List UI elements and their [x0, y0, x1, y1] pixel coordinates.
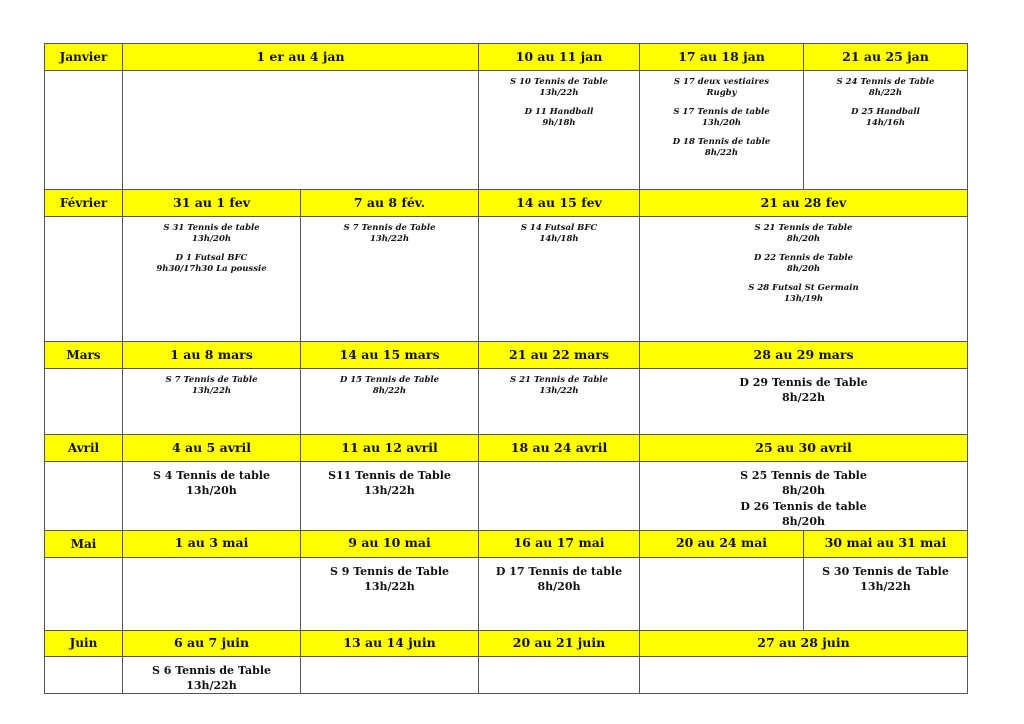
week-header: 13 au 14 juin	[301, 630, 479, 656]
event-hours: 9h/18h	[542, 118, 576, 129]
event-entry	[123, 223, 300, 245]
event-cell	[640, 656, 968, 694]
week-header: 31 au 1 fev	[123, 190, 301, 217]
week-header: 1 er au 4 jan	[123, 44, 479, 71]
event-cell	[479, 71, 640, 190]
event-hours: 13h/22h	[369, 234, 410, 245]
events-row	[45, 369, 968, 435]
week-header: 1 au 8 mars	[123, 342, 301, 369]
event-entry	[804, 107, 967, 129]
event-entry	[640, 283, 967, 305]
week-header: 11 au 12 avril	[301, 435, 479, 462]
event-title: S 6 Tennis de Table	[151, 663, 272, 677]
event-entry	[479, 223, 639, 245]
event-title: D 1 Futsal BFC	[175, 253, 248, 264]
event-hours: 13h/22h	[539, 88, 579, 99]
event-cell	[301, 217, 479, 342]
event-cell	[479, 462, 640, 531]
event-entry	[301, 468, 478, 499]
event-hours: 14h/16h	[865, 118, 906, 129]
week-header: 1 au 3 mai	[123, 530, 301, 557]
event-cell	[301, 656, 479, 694]
event-cell	[123, 217, 301, 342]
event-hours: 9h30/17h30 La poussie	[156, 264, 267, 275]
week-header: 27 au 28 juin	[640, 630, 968, 656]
event-title: D 22 Tennis de Table	[753, 253, 854, 264]
event-hours: 14h/18h	[539, 234, 579, 245]
month-header-row	[45, 190, 968, 217]
events-row	[45, 71, 968, 190]
month-empty-cell	[45, 656, 123, 694]
event-entry	[123, 468, 300, 499]
event-hours: 13h/20h	[191, 234, 232, 245]
event-cell	[301, 462, 479, 531]
event-title: S 14 Futsal BFC	[520, 223, 598, 233]
event-entry	[640, 137, 803, 159]
event-title: S 25 Tennis de Table	[740, 469, 867, 482]
event-title: D 11 Handball	[524, 107, 594, 118]
event-hours: Rugby	[706, 88, 737, 99]
event-cell	[479, 217, 640, 342]
event-title: D 15 Tennis de Table	[339, 375, 440, 385]
event-entry	[804, 564, 967, 595]
week-header: 20 au 24 mai	[640, 530, 804, 557]
event-entry	[479, 77, 639, 99]
month-label: Février	[45, 190, 123, 217]
event-hours: 13h/22h	[186, 678, 237, 692]
events-row	[45, 656, 968, 694]
event-title: D 26 Tennis de table	[740, 499, 867, 513]
week-header: 21 au 28 fev	[640, 190, 968, 217]
event-title: S 7 Tennis de Table	[165, 375, 258, 385]
event-title: S 17 Tennis de table	[673, 107, 770, 118]
event-hours: 8h/20h	[782, 515, 825, 529]
event-entry	[301, 375, 478, 397]
week-header: 30 mai au 31 mai	[804, 530, 968, 557]
event-hours: 8h/22h	[372, 386, 407, 397]
event-hours: 8h/22h	[704, 148, 739, 159]
event-cell	[301, 369, 479, 435]
month-header-row	[45, 630, 968, 656]
event-hours: 13h/22h	[364, 484, 415, 498]
event-hours: 13h/22h	[860, 579, 911, 593]
month-label: Juin	[45, 630, 123, 656]
week-header: 20 au 21 juin	[479, 630, 640, 656]
event-cell	[640, 71, 804, 190]
event-cell	[804, 71, 968, 190]
event-title: S 17 deux vestiaires	[673, 77, 770, 87]
week-header: 14 au 15 mars	[301, 342, 479, 369]
week-header: 14 au 15 fev	[479, 190, 640, 217]
event-cell	[479, 369, 640, 435]
week-header: 21 au 22 mars	[479, 342, 640, 369]
event-title: S 30 Tennis de Table	[822, 564, 949, 578]
month-empty-cell	[45, 462, 123, 531]
month-label: Mars	[45, 342, 123, 369]
event-hours: 8h/22h	[782, 391, 825, 405]
month-empty-cell	[45, 217, 123, 342]
event-hours: 13h/22h	[364, 579, 415, 593]
month-empty-cell	[45, 557, 123, 630]
week-header: 18 au 24 avril	[479, 435, 640, 462]
week-header: 17 au 18 jan	[640, 44, 804, 71]
month-empty-cell	[45, 369, 123, 435]
month-header-row	[45, 44, 968, 71]
week-header: 6 au 7 juin	[123, 630, 301, 656]
event-title: D 18 Tennis de table	[672, 137, 771, 148]
event-entry	[123, 253, 300, 275]
event-hours: 13h/19h	[783, 294, 824, 305]
event-entry	[479, 107, 639, 129]
week-header: 25 au 30 avril	[640, 435, 968, 462]
week-header: 9 au 10 mai	[301, 530, 479, 557]
event-hours: 8h/20h	[537, 579, 581, 593]
event-hours: 8h/20h	[786, 234, 821, 245]
month-header-row	[45, 435, 968, 462]
event-cell	[123, 557, 301, 630]
event-title: D 17 Tennis de table	[495, 564, 623, 578]
month-label: Avril	[45, 435, 123, 462]
week-header: 16 au 17 mai	[479, 530, 640, 557]
month-empty-cell	[45, 71, 123, 190]
event-entry	[640, 77, 803, 99]
event-hours: 8h/22h	[868, 88, 903, 99]
event-cell	[123, 462, 301, 531]
week-header: 10 au 11 jan	[479, 44, 640, 71]
event-cell	[123, 369, 301, 435]
event-cell	[479, 557, 640, 630]
event-title: S 7 Tennis de Table	[343, 223, 436, 233]
event-title: S 24 Tennis de Table	[836, 77, 935, 87]
event-title: D 25 Handball	[851, 107, 920, 118]
event-title: S 31 Tennis de table	[163, 223, 260, 233]
event-entry	[640, 223, 967, 245]
event-entry	[301, 223, 478, 245]
event-cell	[123, 656, 301, 694]
event-title: S 28 Futsal St Germain	[748, 283, 859, 294]
event-hours: 13h/22h	[191, 386, 232, 397]
event-entry	[479, 375, 639, 397]
event-hours: 8h/20h	[786, 264, 821, 275]
event-cell	[301, 557, 479, 630]
event-cell	[640, 462, 968, 531]
event-title: S11 Tennis de Table	[328, 469, 451, 482]
event-entry	[640, 107, 803, 129]
event-hours: 13h/20h	[186, 484, 237, 498]
event-cell	[479, 656, 640, 694]
event-cell	[640, 369, 968, 435]
event-cell	[640, 557, 804, 630]
month-header-row	[45, 342, 968, 369]
month-label: Mai	[45, 530, 123, 557]
month-label: Janvier	[45, 44, 123, 71]
event-title: D 29 Tennis de Table	[739, 376, 868, 389]
week-header: 7 au 8 fév.	[301, 190, 479, 217]
week-header: 4 au 5 avril	[123, 435, 301, 462]
event-title: S 10 Tennis de Table	[510, 77, 608, 87]
week-header: 21 au 25 jan	[804, 44, 968, 71]
event-entry	[479, 564, 639, 595]
events-row	[45, 557, 968, 630]
event-entry	[123, 375, 300, 397]
event-entry	[640, 468, 967, 499]
event-hours: 13h/20h	[701, 118, 742, 129]
event-title: S 4 Tennis de table	[153, 469, 270, 482]
event-entry	[640, 499, 967, 530]
event-entry	[640, 253, 967, 275]
event-cell	[123, 71, 479, 190]
events-row	[45, 217, 968, 342]
event-hours: 8h/20h	[782, 484, 825, 498]
events-row	[45, 462, 968, 531]
event-cell	[640, 217, 968, 342]
event-cell	[804, 557, 968, 630]
month-header-row	[45, 530, 968, 557]
event-title: S 21 Tennis de Table	[754, 223, 853, 233]
event-hours: 13h/22h	[539, 386, 579, 397]
event-entry	[301, 564, 478, 595]
event-title: S 21 Tennis de Table	[510, 375, 608, 385]
schedule-table	[44, 43, 968, 694]
week-header: 28 au 29 mars	[640, 342, 968, 369]
event-title: S 9 Tennis de Table	[329, 564, 450, 578]
event-entry	[804, 77, 967, 99]
event-entry	[640, 375, 967, 406]
event-entry	[123, 663, 300, 694]
